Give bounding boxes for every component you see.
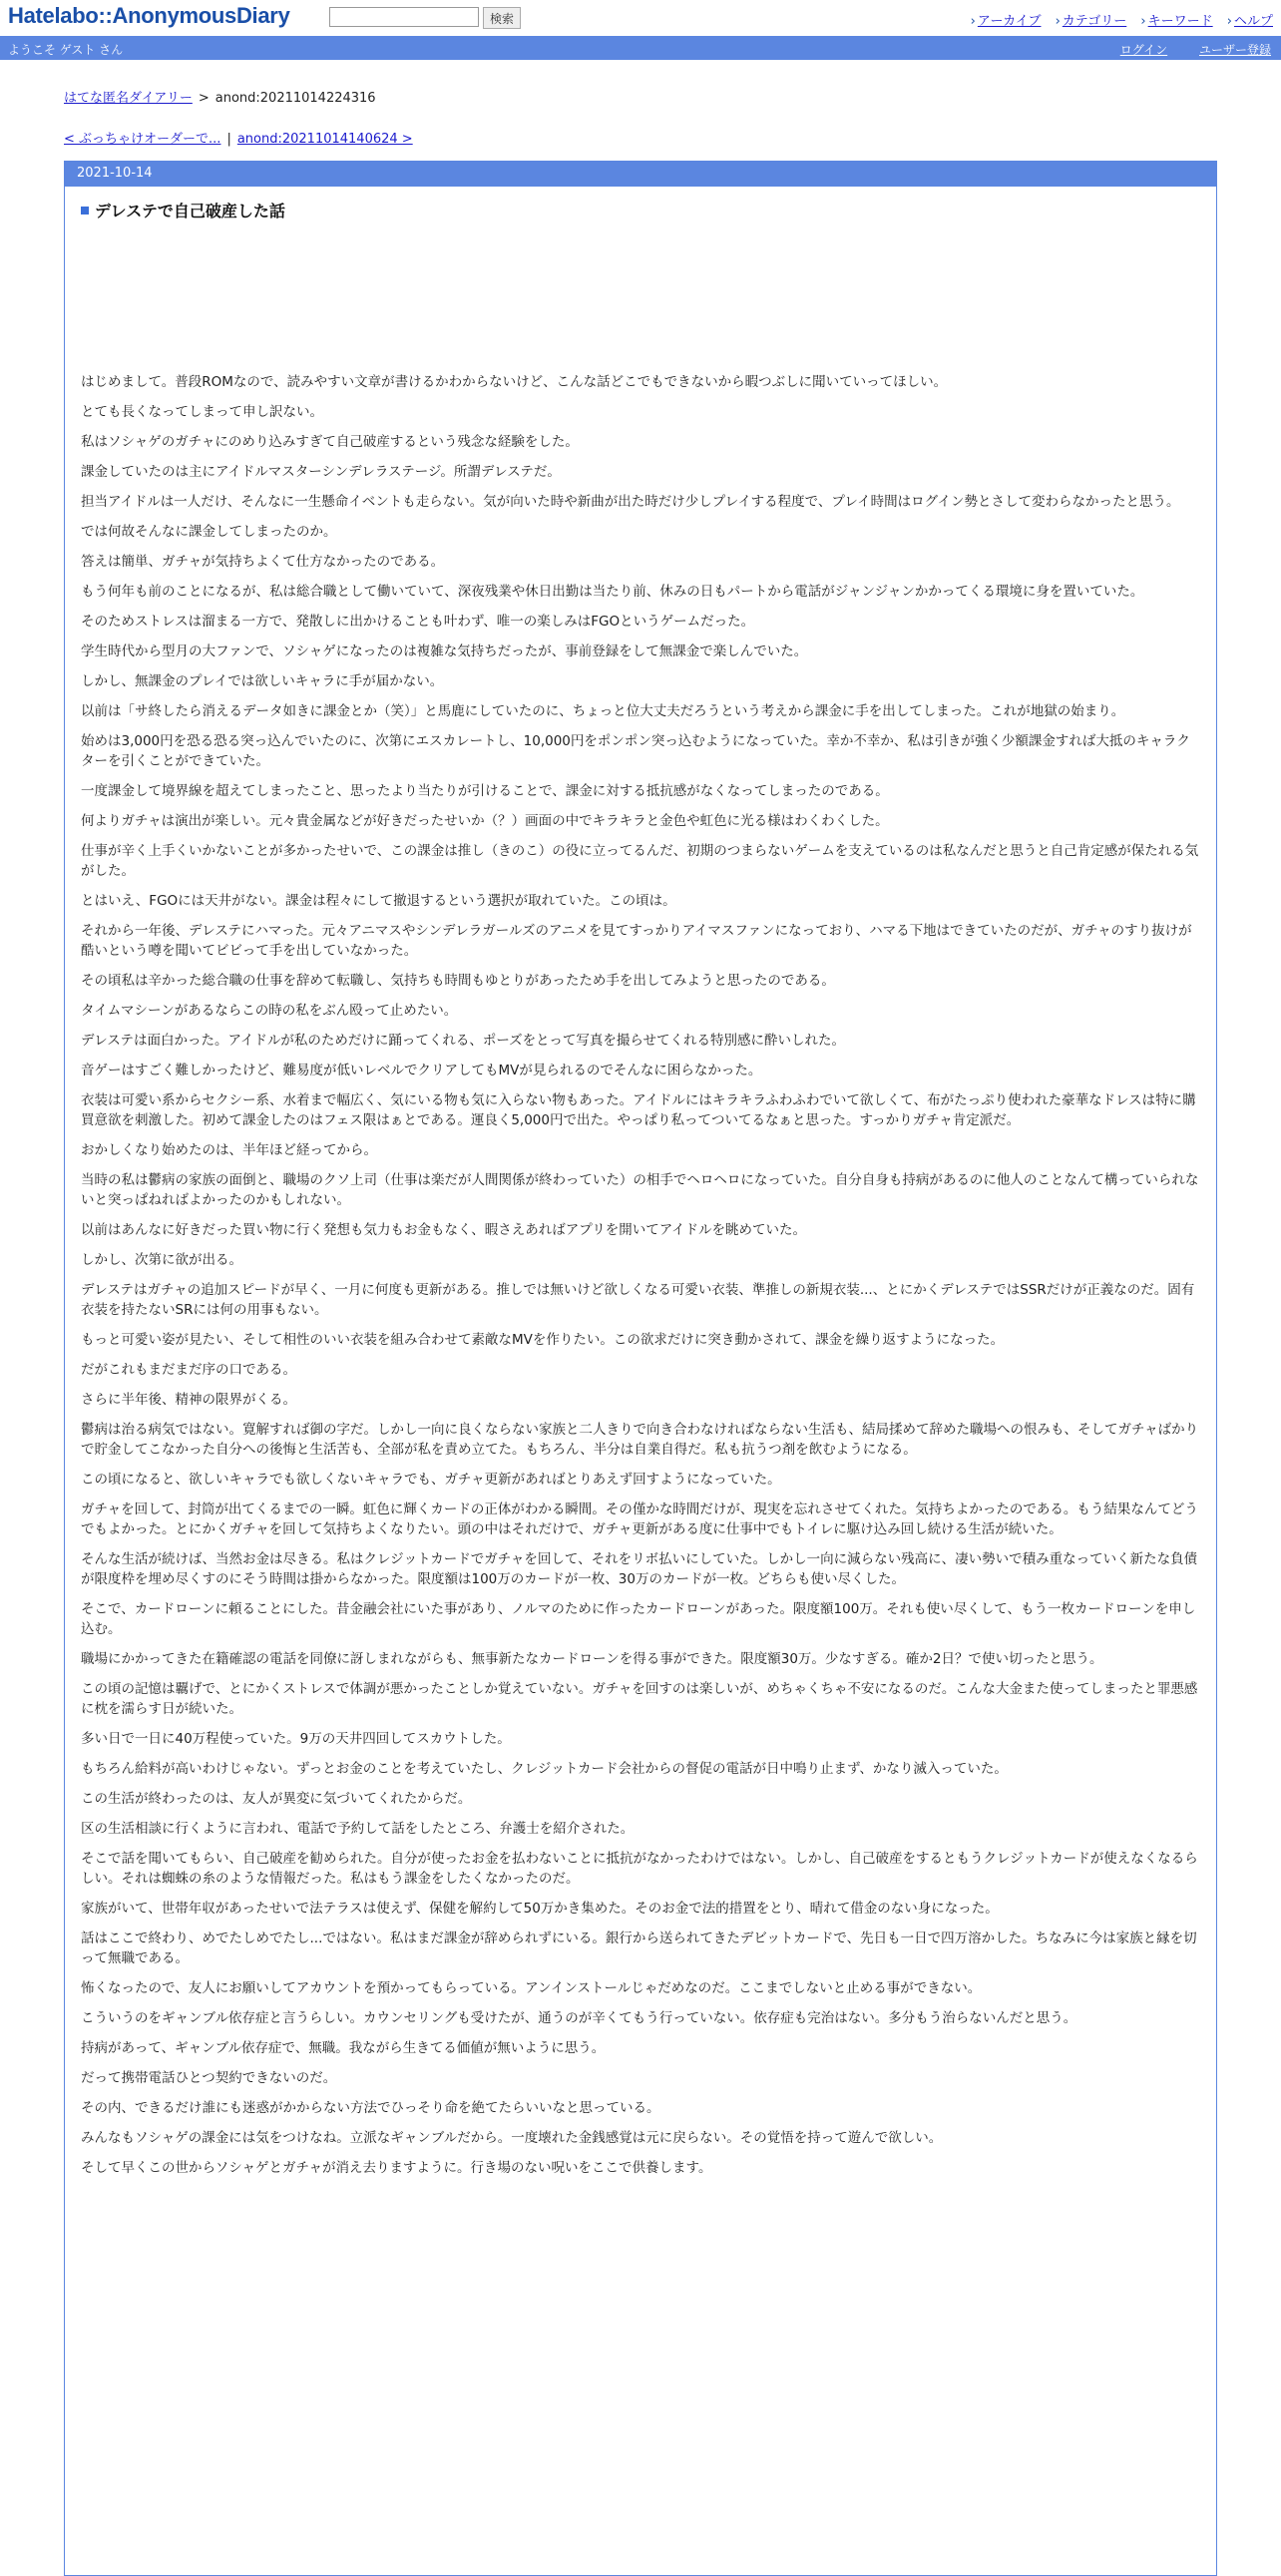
entry-paragraph: さらに半年後、精神の限界がくる。 [81,1392,296,1408]
entry-paragraph: そこで話を聞いてもらい、自己破産を勧められた。自分が使ったお金を払わないことに抵抗がなかったわけではない。しかし、自己破産をするともうクレジットカードが使えなくなるらしい。それは蜘蛛の糸のような情報だった。私はもう課金をしたくなかったのだ。 [81,1851,1198,1887]
register-link[interactable]: ユーザー登録 [1198,43,1271,57]
entry-section [64,161,1217,2576]
entry-paragraph: そこで、カードローンに頼ることにした。昔金融会社にいた事があり、ノルマのために作ったカードローンがあった。限度額100万。それも使い尽くして、もう一枚カードローンを申し込む。 [81,1601,1196,1637]
entry-paragraph: この生活が終わったのは、友人が異変に気づいてくれたからだ。 [81,1791,472,1807]
search-input[interactable] [329,7,479,27]
breadcrumb-home-link[interactable]: はてな匿名ダイアリー [64,91,193,106]
entry-paragraph: 答えは簡単、ガチャが気持ちよくて仕方なかったのである。 [81,554,445,570]
nav-keyword-link[interactable]: › キーワード [1140,14,1212,29]
entry-body [81,372,1200,2188]
entry-paragraph: 多い日で一日に40万程使っていた。9万の天井四回してスカウトした。 [81,1731,511,1747]
entry-date: 2021-10-14 [65,161,1216,187]
entry-paragraph: この頃の記憶は覊げで、とにかくストレスで体調が悪かったことしか覚えていない。ガチャを回すのは楽しいが、めちゃくちゃ不安になるのだ。こんな大金また使ってしまったと罪悪感に枕を濡らす日が続いた。 [81,1681,1198,1717]
entry-paragraph: その内、できるだけ誰にも迷惑がかからない方法でひっそり命を絶てたらいいなと思っている。 [81,2100,660,2116]
entry-paragraph: ガチャを回して、封筒が出てくるまでの一瞬。虹色に輝くカードの正体がわかる瞬間。その僅かな時間だけが、現実を忘れさせてくれた。気持ちよかったのである。もう結果なんてどうでもよかった。とにかくガチャを回して気持ちよくなりたい。頭の中はそれだけで、ガチャ更新がある度に仕事中でもトイレに駆け込み回し続ける生活が続いた。 [81,1502,1198,1537]
nav-category-link[interactable]: › カテゴリー [1056,14,1127,29]
entry-paragraph: しかし、無課金のプレイでは欲しいキャラに手が届かない。 [81,673,444,689]
entry-paragraph: 学生時代から型月の大ファンで、ソシャゲになったのは複雑な気持ちだったが、事前登録をして無課金で楽しんでいた。 [81,644,808,659]
entry-paragraph: 始めは3,000円を恐る恐る突っ込んでいたのに、次第にエスカレートし、10,000円をポンポン突っ込むようになっていた。幸か不幸か、私は引きが強く少額課金すれば大抵のキャラクターを引くことができていた。 [81,733,1190,769]
pager-separator: | [226,132,231,147]
entry-paragraph: みんなもソシャゲの課金には気をつけなね。立派なギャンブルだから。一度壊れた金銭感覚は元に戻らない。その覚悟を持って遊んで欲しい。 [81,2130,943,2146]
entry-paragraph: タイムマシーンがあるならこの時の私をぶん殴って止めたい。 [81,1003,458,1019]
entry-paragraph: 衣装は可愛い系からセクシー系、水着まで幅広く、気にいる物も気に入らない物もあった。アイドルにはキラキラふわふわでいて欲しくて、布がたっぷり使われた豪華なドレスは特に購買意欲を刺激した。初めて課金したのはフェス限はぁとである。運良く5,000円で出た。やっぱり私ってついてるなぁと思った。すっかりガチャ肯定派だ。 [81,1092,1196,1128]
entry-title-text: デレステで自己破産した話 [95,202,285,220]
entry-paragraph: 鬱病は治る病気ではない。寛解すれば御の字だ。しかし一向に良くならない家族と二人きりで向き合わなければならない生活も、結局揉めて辞めた職場への恨みも、そしてガチャばかりで貯金してこなかった自分への後悔と生活苦も、全部が私を責め立てた。もちろん、半分は自業自得だ。私も抗うつ剤を飲むようになる。 [81,1422,1199,1458]
entry-paragraph: 仕事が辛く上手くいかないことが多かったせいで、この課金は推し（きのこ）の役に立ってるんだ、初期のつまらないゲームを支えているのは私なんだと思うと自己肯定感が保たれる気がした。 [81,843,1199,879]
entry-paragraph: 家族がいて、世帯年収があったせいで法テラスは使えず、保健を解約して50万かき集めた。そのお金で法的措置をとり、晴れて借金のない身になった。 [81,1901,999,1917]
next-entry-link[interactable]: anond:20211014140624 > [236,132,413,147]
entry-paragraph: とても長くなってしまって申し訳ない。 [81,404,323,420]
top-bar [0,0,1281,36]
entry-paragraph: とはいえ、FGOには天井がない。課金は程々にして撤退するという選択が取れていた。この頃は。 [81,893,676,909]
entry-paragraph: 何よりガチャは演出が楽しい。元々貴金属などが好きだったせいか（？）画面の中でキラキラと金色や虹色に光る様はわくわくした。 [81,813,889,829]
welcome-text: ようこそ ゲスト さん [8,43,124,57]
entry-paragraph: この頃になると、欲しいキャラでも欲しくないキャラでも、ガチャ更新があればとりあえず回すようになっていた。 [81,1472,781,1488]
entry-paragraph: 音ゲーはすごく難しかったけど、難易度が低いレベルでクリアしてもMVが見られるのでそんなに困らなかった。 [81,1063,762,1078]
nav-archive-link[interactable]: › アーカイブ [971,14,1042,29]
entry-paragraph: デレステはガチャの追加スピードが早く、一月に何度も更新がある。推しでは無いけど欲しくなる可愛い衣装、準推しの新規衣装...、とにかくデレステではSSRだけが正義なのだ。固有衣装を持たないSRには何の用事もない。 [81,1282,1195,1318]
top-nav [961,10,1273,29]
entry-paragraph: こういうのをギャンブル依存症と言うらしい。カウンセリングも受けたが、通うのが辛くてもう行っていない。依存症も完治はない。多分もう治らないんだと思う。 [81,2010,1077,2026]
entry-paragraph: 私はソシャゲのガチャにのめり込みすぎて自己破産するという残念な経験をした。 [81,434,579,450]
welcome-bar [0,36,1281,60]
entry-paragraph: そんな生活が続けば、当然お金は尽きる。私はクレジットカードでガチャを回して、それをリボ払いにしていた。しかし一向に減らない残高に、凄い勢いで積み重なっていく新たな負債が限度枠を埋め尽くすのにそう時間は掛からなかった。限度額は100万のカードが一枚、30万のカードが一枚。どちらも使い尽くした。 [81,1551,1198,1587]
entry-paragraph: 担当アイドルは一人だけ、そんなに一生懸命イベントも走らない。気が向いた時や新曲が出た時だけ少しプレイする程度で、プレイ時間はログイン勢とさして変わらなかったと思う。 [81,494,1180,510]
entry-paragraph: だがこれもまだまだ序の口である。 [81,1362,296,1378]
entry-paragraph: デレステは面白かった。アイドルが私のためだけに踊ってくれる、ポーズをとって写真を撮らせてくれる特別感に酔いしれた。 [81,1033,845,1049]
entry-paragraph: そして早くこの世からソシャゲとガチャが消え去りますように。行き場のない呪いをここで供養します。 [81,2160,712,2176]
login-link[interactable]: ログイン [1119,43,1168,57]
entry-paragraph: もちろん給料が高いわけじゃない。ずっとお金のことを考えていたし、クレジットカード会社からの督促の電話が日中鳴り止まず、かなり滅入っていた。 [81,1761,1008,1777]
entry-paragraph: だって携帯電話ひとつ契約できないのだ。 [81,2070,337,2086]
entry-paragraph: 怖くなったので、友人にお願いしてアカウントを預かってもらっている。アンインストールじゃだめなのだ。ここまでしないと止める事ができない。 [81,1980,982,1996]
entry-paragraph: 課金していたのは主にアイドルマスターシンデレラステージ。所謂デレステだ。 [81,464,561,480]
entry-title [81,199,1216,221]
breadcrumb-current: anond:20211014224316 [214,91,376,106]
entry-paragraph: そのためストレスは溜まる一方で、発散しに出かけることも叶わず、唯一の楽しみはFGOというゲームだった。 [81,614,755,630]
entry-paragraph: もっと可愛い姿が見たい、そして相性のいい衣装を組み合わせて素敵なMVを作りたい。この欲求だけに突き動かされて、課金を繰り返すようになった。 [81,1332,1005,1348]
entry-paragraph: 職場にかかってきた在籍確認の電話を同僚に訝しまれながらも、無事新たなカードローンを得る事ができた。限度額30万。少なすぎる。確か2日？で使い切ったと思う。 [81,1651,1103,1667]
entry-pager [64,128,413,147]
entry-paragraph: しかし、次第に欲が出る。 [81,1252,242,1268]
entry-paragraph: では何故そんなに課金してしまったのか。 [81,524,337,540]
nav-help-link[interactable]: › ヘルプ [1227,14,1273,29]
prev-entry-link[interactable]: < ぶっちゃけオーダーで... [64,132,221,147]
breadcrumb-separator: > [198,91,210,106]
site-logo[interactable]: Hatelabo::AnonymousDiary [8,3,290,28]
entry-paragraph: その頃私は辛かった総合職の仕事を辞めて転職し、気持ちも時間もゆとりがあったため手を出してみようと思ったのである。 [81,973,835,989]
entry-paragraph: それから一年後、デレステにハマった。元々アニマスやシンデレラガールズのアニメを見てすっかりアイマスファンになっており、ハマる下地はできていたのだが、ガチャのすり抜けが酷いという噂を聞いてビビって手を出していなかった。 [81,923,1192,959]
breadcrumb [64,87,376,106]
search-button[interactable]: 検索 [483,7,521,29]
entry-paragraph: 以前はあんなに好きだった買い物に行く発想も気力もお金もなく、暇さえあればアプリを開いてアイドルを眺めていた。 [81,1222,806,1238]
entry-paragraph: 区の生活相談に行くように言われ、電話で予約して話をしたところ、弁護士を紹介された。 [81,1821,635,1837]
entry-paragraph: もう何年も前のことになるが、私は総合職として働いていて、深夜残業や休日出勤は当たり前、休みの日もパートから電話がジャンジャンかかってくる環境に身を置いていた。 [81,584,1144,600]
entry-paragraph: はじめまして。普段ROMなので、読みやすい文章が書けるかわからないけど、こんな話どこでもできないから暇つぶしに聞いていってほしい。 [81,374,948,390]
entry-paragraph: 話はここで終わり、めでたしめでたし...ではない。私はまだ課金が辞められずにいる。銀行から送られてきたデビットカードで、先日も一日で四万溶かした。ちなみに今は家族と縁を切って無職である。 [81,1931,1197,1966]
entry-paragraph: おかしくなり始めたのは、半年ほど経ってから。 [81,1142,377,1158]
entry-paragraph: 一度課金して境界線を超えてしまったこと、思ったより当たりが引けることで、課金に対する抵抗感がなくなってしまったのである。 [81,783,889,799]
entry-paragraph: 以前は「サ終したら消えるデータ如きに課金とか（笑）」と馬鹿にしていたのに、ちょっと位大丈夫だろうという考えから課金に手を出してしまった。これが地獄の始まり。 [81,703,1125,719]
entry-anchor-icon[interactable] [81,207,89,215]
entry-paragraph: 当時の私は鬱病の家族の面倒と、職場のクソ上司（仕事は楽だが人間関係が終わっていた）の相手でヘロヘロになっていた。自分自身も持病があるのに他人のことなんて構っていられないと突っぱねればよかったのかもしれない。 [81,1172,1199,1208]
account-links [1092,41,1271,58]
entry-paragraph: 持病があって、ギャンブル依存症で、無職。我ながら生きてる価値が無いように思う。 [81,2040,606,2056]
